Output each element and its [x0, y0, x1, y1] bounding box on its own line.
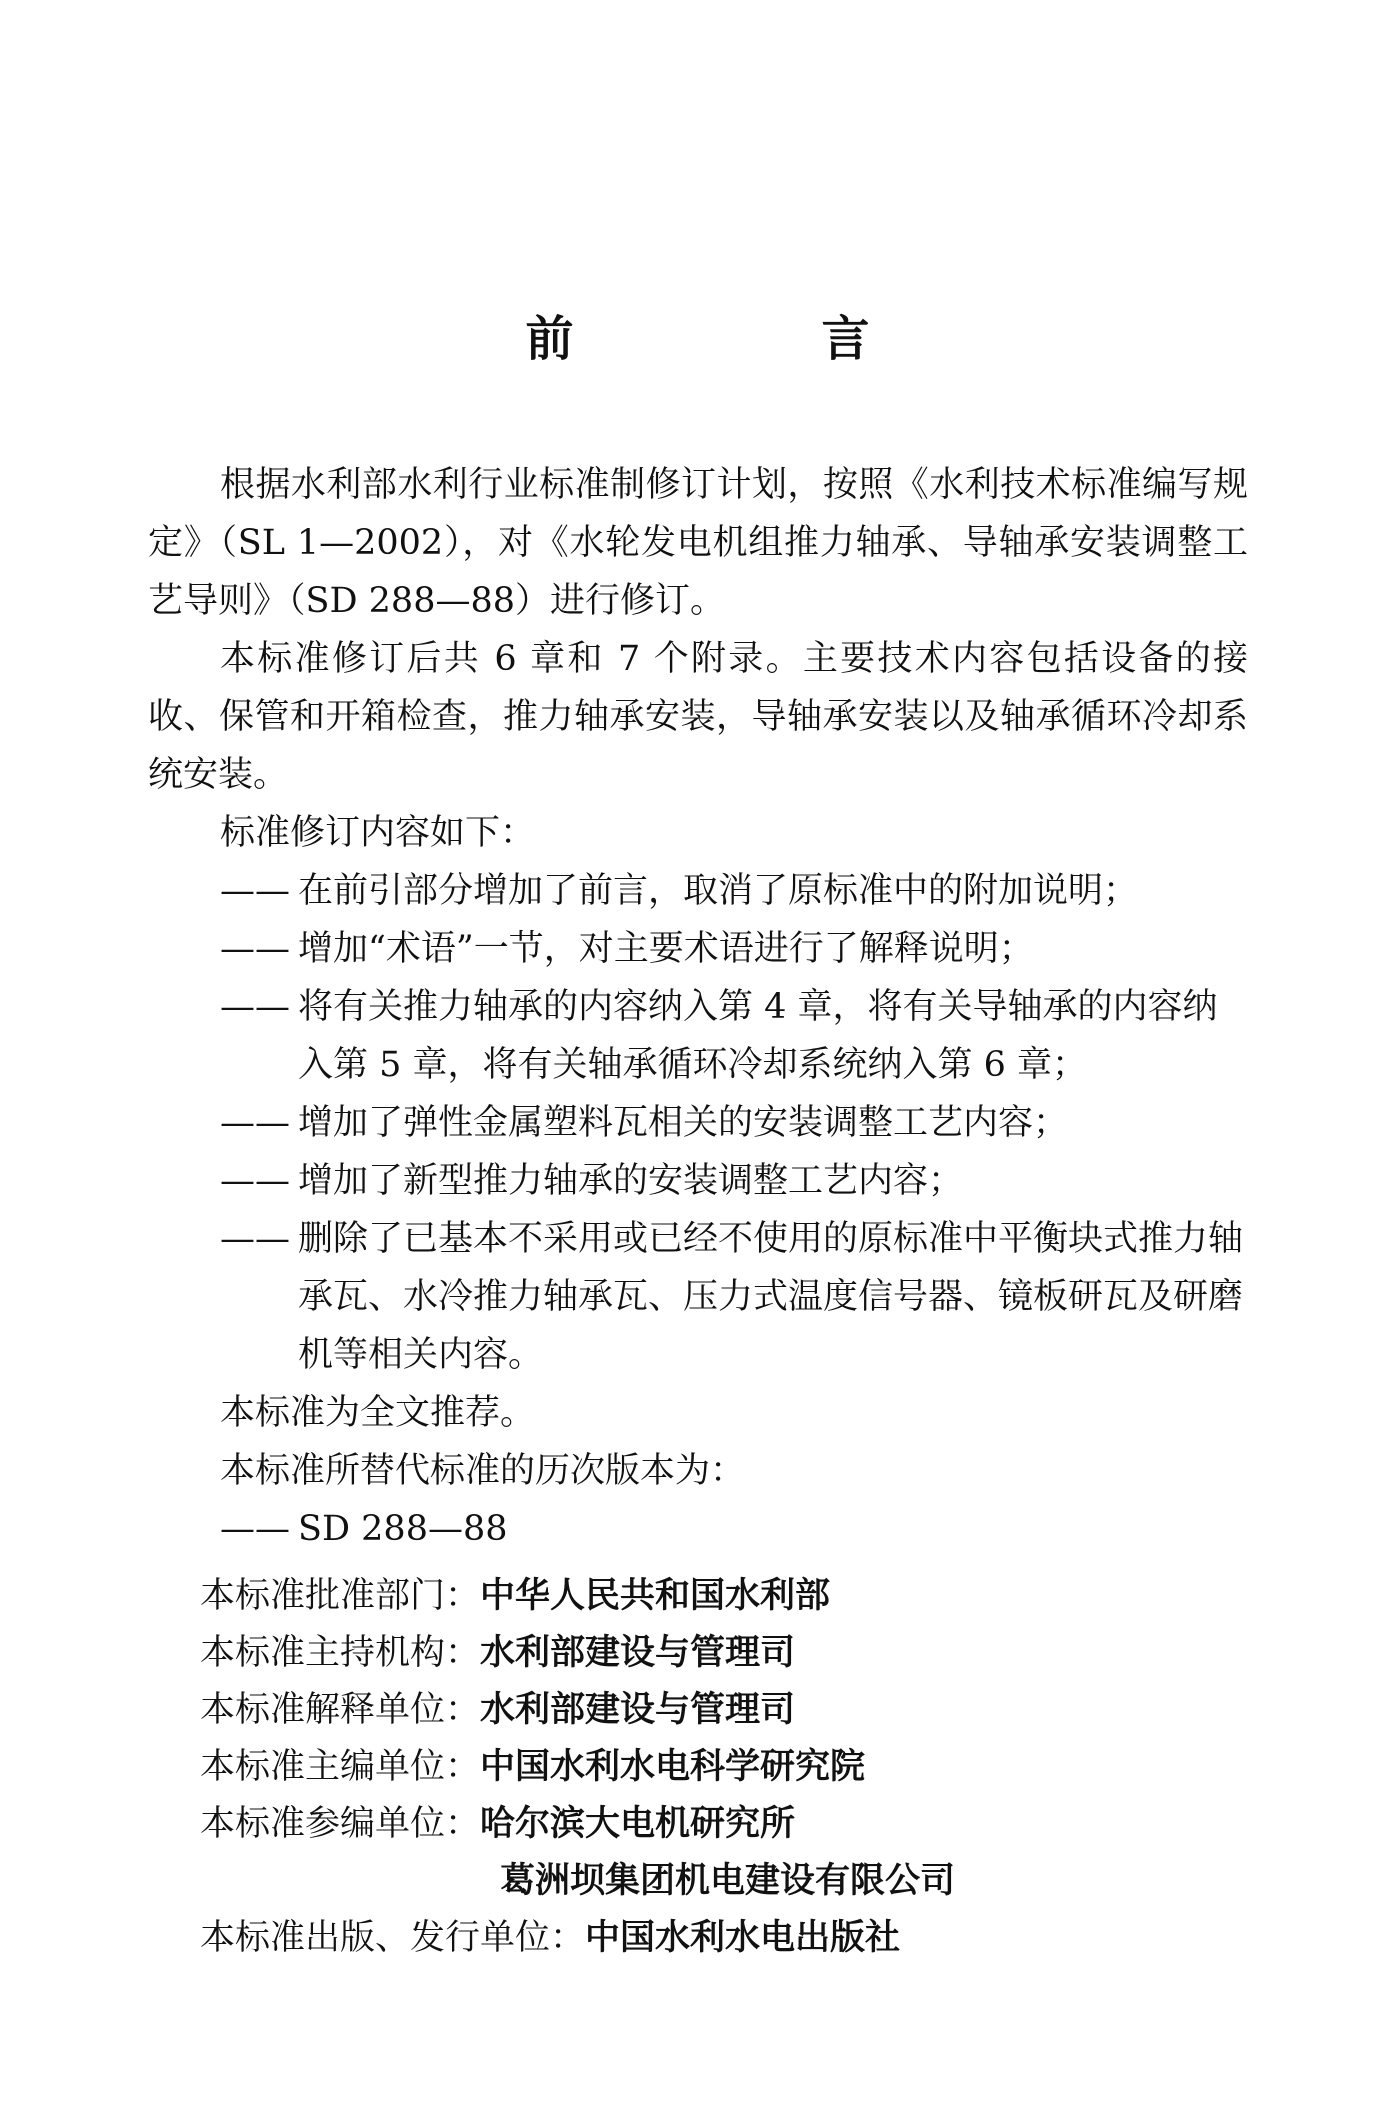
replaced-intro: 本标准所替代标准的历次版本为： [220, 1451, 746, 1491]
info-label: 本标准参编单位： [200, 1804, 481, 1844]
dash-marker: —— [220, 1161, 290, 1201]
list-item: —— 增加了新型推力轴承的安装调整工艺内容； [220, 1152, 1248, 1210]
info-label: 本标准主编单位： [200, 1747, 481, 1787]
info-label: 本标准批准部门： [200, 1576, 481, 1616]
paragraph-structure: 本标准修订后共 6 章和 7 个附录。主要技术内容包括设备的接收、保管和开箱检查，推力轴承安装，导轴承安装以及轴承循环冷却系统安装。 [148, 639, 1248, 795]
recommendation-text: 本标准为全文推荐。 [220, 1393, 536, 1433]
dash-marker: —— [220, 929, 290, 969]
info-value: 哈尔滨大电机研究所 [480, 1804, 796, 1844]
info-value: 水利部建设与管理司 [480, 1633, 796, 1673]
dash-marker: —— [220, 987, 290, 1027]
info-label: 本标准主持机构： [200, 1633, 481, 1673]
revision-intro: 标准修订内容如下： [220, 813, 536, 853]
info-row-host [200, 1625, 1300, 1682]
info-row-participants [200, 1796, 1300, 1853]
info-value: 中国水利水电科学研究院 [480, 1747, 866, 1787]
info-label: 本标准出版、发行单位： [200, 1918, 586, 1958]
list-item: —— 在前引部分增加了前言，取消了原标准中的附加说明； [220, 862, 1248, 920]
dash-marker: —— [220, 871, 290, 911]
info-row-approval [200, 1568, 1300, 1625]
page-title: 前 言 [525, 311, 970, 367]
list-item: —— 增加“术语”一节，对主要术语进行了解释说明； [220, 920, 1248, 978]
preface-body [148, 456, 1248, 1558]
paragraph-revision-basis: 根据水利部水利行业标准制修订计划，按照《水利技术标准编写规定》（SL 1—2002），对《水轮发电机组推力轴承、导轴承安装调整工艺导则》（SD 288—88）进行修订。 [148, 465, 1248, 621]
list-item: —— SD 288—88 [220, 1500, 1248, 1558]
replaced-list [148, 1500, 1248, 1558]
info-row-publisher [200, 1910, 1300, 1967]
dash-marker: —— [220, 1103, 290, 1143]
info-value: 中国水利水电出版社 [585, 1918, 901, 1958]
info-value: 葛洲坝集团机电建设有限公司 [500, 1861, 956, 1901]
info-label: 本标准解释单位： [200, 1690, 481, 1730]
standard-info-block [200, 1568, 1300, 1967]
dash-marker: —— [220, 1509, 290, 1549]
info-value: 中华人民共和国水利部 [480, 1576, 831, 1616]
info-row-chief-editor [200, 1739, 1300, 1796]
list-item: —— 将有关推力轴承的内容纳入第 4 章，将有关导轴承的内容纳入第 5 章，将有关轴承循环冷却系统纳入第 6 章； [220, 978, 1248, 1094]
info-value: 水利部建设与管理司 [480, 1690, 796, 1730]
list-item: —— 增加了弹性金属塑料瓦相关的安装调整工艺内容； [220, 1094, 1248, 1152]
info-row-interpretation [200, 1682, 1300, 1739]
dash-marker: —— [220, 1219, 290, 1259]
info-row-participants-continued [200, 1853, 1300, 1910]
list-item: —— 删除了已基本不采用或已经不使用的原标准中平衡块式推力轴承瓦、水冷推力轴承瓦、压力式温度信号器、镜板研瓦及研磨机等相关内容。 [220, 1210, 1248, 1384]
revision-list [148, 862, 1248, 1384]
